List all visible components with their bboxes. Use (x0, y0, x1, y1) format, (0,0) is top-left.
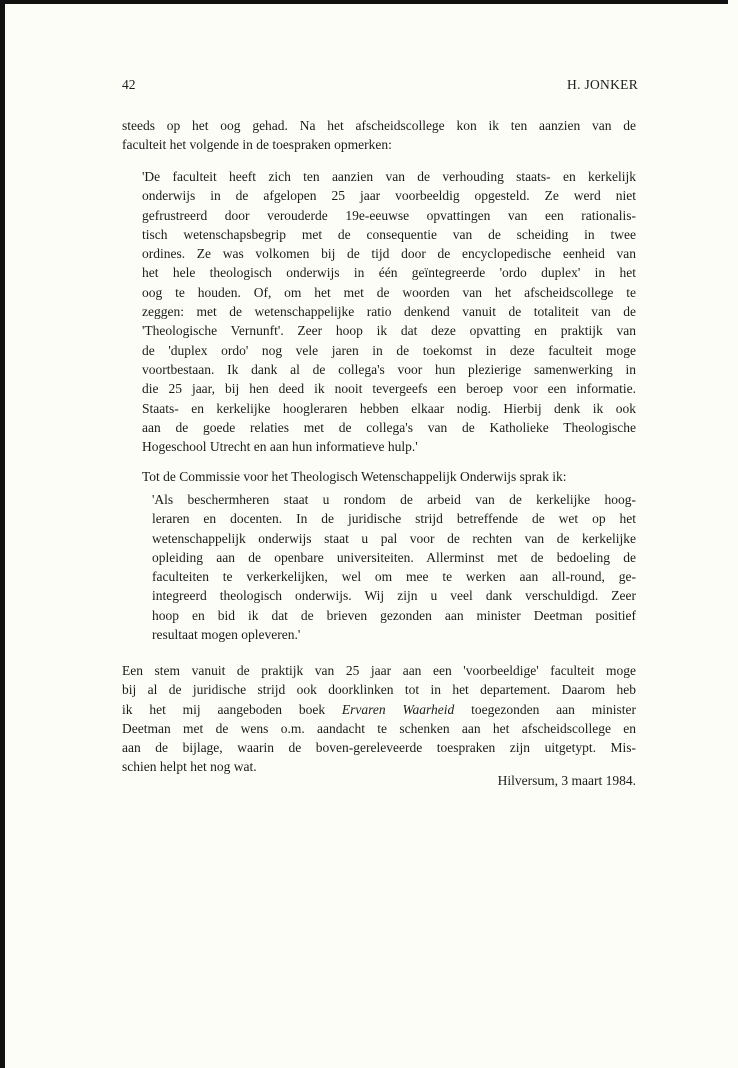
text-line: aan de bijlage, waarin de boven-gereleveerde toespraken zijn uitgetypt. Mis- (122, 740, 636, 756)
commission-intro (142, 467, 638, 486)
text-line: opleiding aan de openbare universiteiten. Allerminst met de bedoeling de (152, 549, 636, 565)
closing-paragraph (122, 661, 636, 777)
text-line: 'Als beschermheren staat u rondom de arbeid van de kerkelijke hoog- (152, 492, 636, 507)
text-line: oog te houden. Of, om het met de woorden van het afscheidscollege te (142, 284, 636, 300)
text-line: faculteit het volgende in de toespraken opmerken: (122, 137, 392, 153)
place-date-signoff: Hilversum, 3 maart 1984. (497, 773, 636, 788)
text-line: het hele theologisch onderwijs in één geïntegreerde 'ordo duplex' in het (142, 265, 636, 281)
running-head: H. JONKER (567, 77, 638, 92)
text-line: zeggen: met de wetenschappelijke ratio denkend vanuit de totaliteit van de (142, 304, 636, 320)
text-line: integreerd theologisch onderwijs. Wij zijn u veel dank verschuldigd. Zeer (152, 588, 636, 604)
text-line: faculteiten te verkerkelijken, wel om mee te werken aan all-round, ge- (152, 569, 636, 585)
text-line: Staats- en kerkelijke hoogleraren hebben elkaar nodig. Hierbij denk ik ook (142, 400, 636, 416)
text-line: gefrustreerd door verouderde 19e-eeuwse opvattingen van een rationalis- (142, 207, 636, 223)
text-fragment: ik het mij aangeboden boek (122, 701, 342, 717)
book-title: Ervaren Waarheid (341, 701, 455, 717)
text-line: steeds op het oog gehad. Na het afscheidscollege kon ik ten aanzien van de (122, 118, 636, 133)
text-line: resultaat mogen opleveren.' (152, 627, 301, 643)
scan-border-top (0, 0, 728, 4)
faculty-quote (142, 167, 636, 456)
page-number: 42 (122, 77, 136, 92)
intro-paragraph (122, 116, 636, 155)
text-line: voortbestaan. Ik dank al de collega's voor hun plezierige samenwerking in (142, 361, 636, 377)
text-line: die 25 jaar, bij hen deed ik nooit tevergeefs een beroep voor een informatie. (142, 381, 636, 397)
text-line: wetenschappelijk onderwijs staat u pal voor de rechten van de kerkelijke (152, 530, 636, 546)
text-line: 'Theologische Vernunft'. Zeer hoop ik dat deze opvatting en praktijk van (142, 323, 636, 339)
text-line: leraren en docenten. In de juridische strijd betreffende de wet op het (152, 511, 636, 527)
text-line: Deetman met de wens o.m. aandacht te schenken aan het afscheidscollege en (122, 720, 636, 736)
text-line: schien helpt het nog wat. (122, 759, 257, 775)
commission-quote (152, 490, 636, 644)
text-line: Hogeschool Utrecht en aan hun informatieve hulp.' (142, 439, 418, 455)
text-line: aan de goede relaties met de collega's van de Katholieke Theologische (142, 419, 636, 435)
text-line: Tot de Commissie voor het Theologisch Wetenschappelijk Onderwijs sprak ik: (142, 469, 567, 484)
text-line: bij al de juridische strijd ook doorklinken tot in het departement. Daarom heb (122, 682, 636, 698)
text-line: de 'duplex ordo' nog vele jaren in de toekomst in deze faculteit moge (142, 342, 636, 358)
text-line: onderwijs in de afgelopen 25 jaar voorbeeldig opgesteld. Ze werd niet (142, 188, 636, 204)
text-line (122, 700, 636, 719)
text-line: tisch wetenschapsbegrip met de consequentie van de scheiding in twee (142, 226, 636, 242)
text-line: ordines. Ze was volkomen bij de tijd door de encyclopedische eenheid van (142, 246, 636, 262)
scan-border-left (0, 0, 5, 1068)
text-line: Een stem vanuit de praktijk van 25 jaar aan een 'voorbeeldige' faculteit moge (122, 663, 636, 678)
text-line: 'De faculteit heeft zich ten aanzien van de verhouding staats- en kerkelijk (142, 169, 636, 184)
text-line: hoop en bid ik dat de brieven gezonden aan minister Deetman positief (152, 607, 636, 623)
text-fragment: toegezonden aan minister (454, 701, 636, 717)
